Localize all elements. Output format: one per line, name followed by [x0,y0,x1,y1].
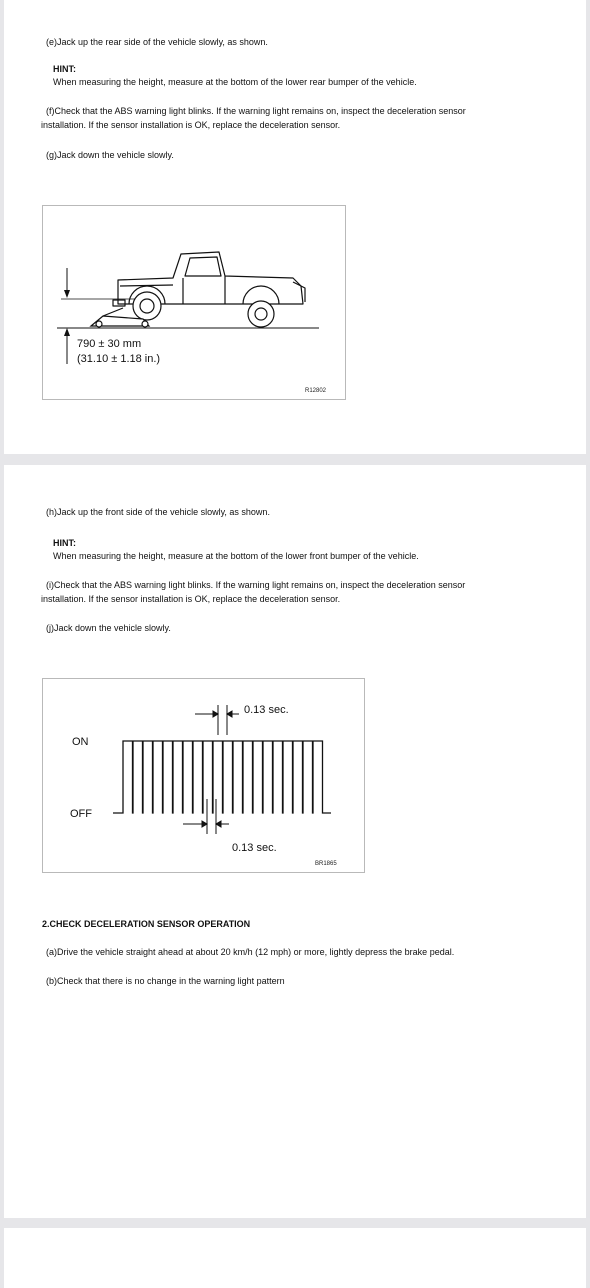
step-e-text: (e)Jack up the rear side of the vehicle slowly, as shown. [46,37,268,47]
figure-code-2: BR1865 [315,861,337,867]
off-label: OFF [70,808,92,820]
top-interval-marker [195,705,239,735]
step-i-line1: (i)Check that the ABS warning light blinks. If the warning light remains on, inspect the deceleration sensor [46,580,466,590]
waveform-line [113,741,331,813]
document-page-3 [4,1228,586,1288]
figure-code: R12802 [305,388,327,394]
step-j-text: (j)Jack down the vehicle slowly. [46,623,171,633]
jack-rear-figure [42,205,346,400]
step-g-text: (g)Jack down the vehicle slowly. [46,150,174,160]
on-off-waveform [43,679,364,872]
step-b-text: (b)Check that there is no change in the warning light pattern [46,976,285,986]
step-f-line1: (f)Check that the ABS warning light blinks. If the warning light remains on, inspect the deceleration sensor [46,106,466,116]
step-a-text: (a)Drive the vehicle straight ahead at about 20 km/h (12 mph) or more, lightly depress the brake pedal. [46,947,455,957]
bottom-interval-label: 0.13 sec. [232,842,277,854]
document-page-2 [4,465,586,1218]
section-heading: 2.CHECK DECELERATION SENSOR OPERATION [42,919,251,929]
hint-text: When measuring the height, measure at the bottom of the lower rear bumper of the vehicle. [53,77,417,87]
measurement-in: (31.10 ± 1.18 in.) [77,353,161,365]
step-f-line2: installation. If the sensor installation is OK, replace the deceleration sensor. [41,120,341,130]
hint-label-2: HINT: [53,538,76,548]
measurement-mm: 790 ± 30 mm [77,338,142,350]
step-i-line2: installation. If the sensor installation is OK, replace the deceleration sensor. [41,594,341,604]
step-h-text: (h)Jack up the front side of the vehicle slowly, as shown. [46,507,270,517]
top-interval-label: 0.13 sec. [244,704,289,716]
warning-light-pattern-figure [42,678,365,873]
hint-text-2: When measuring the height, measure at the bottom of the lower front bumper of the vehicle. [53,551,419,561]
hint-label: HINT: [53,64,76,74]
on-label: ON [72,736,89,748]
document-page-1 [4,0,586,454]
truck-jack-illustration [43,206,345,399]
